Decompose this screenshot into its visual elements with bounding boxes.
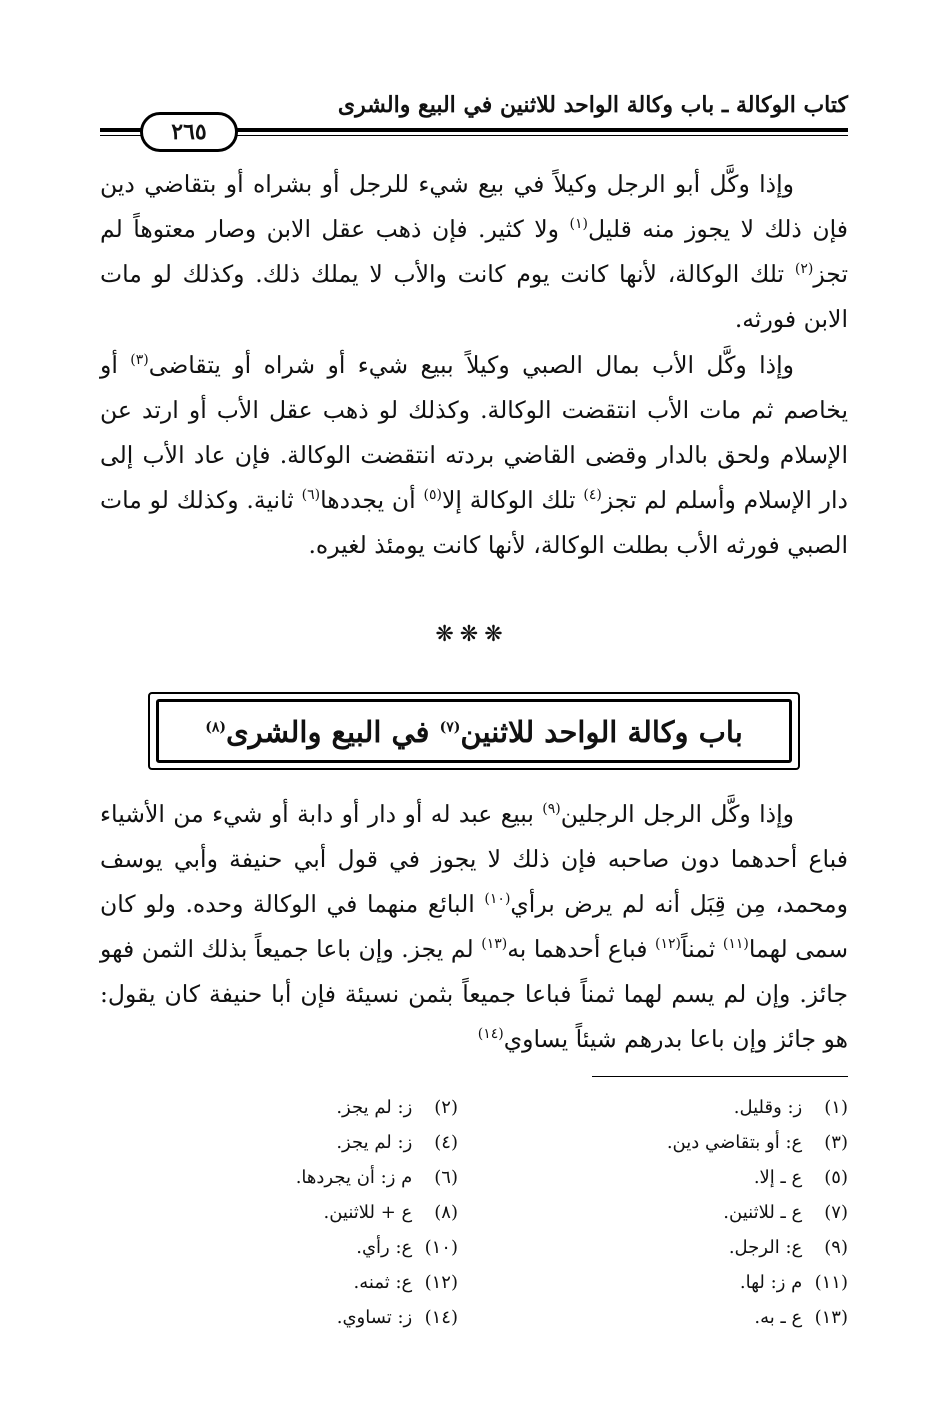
footnote-ref-13[interactable]: (١٣) (481, 936, 508, 953)
paragraph-1 (100, 162, 848, 342)
footnote-number: (٦) (434, 1167, 458, 1188)
footnote-text: ع + للاثنين. (323, 1202, 413, 1223)
footnote-number: (١٢) (424, 1272, 458, 1293)
text-run: وإذا وكَّل الأب بمال الصبي وكيلاً ببيع شيء أو شراه أو يتقاضى (148, 351, 794, 379)
text-run: فباع أحدهما به (507, 935, 655, 963)
footnote (238, 1125, 458, 1160)
footnote (238, 1195, 458, 1230)
footnote-ref-7[interactable]: (٧) (439, 719, 461, 736)
footnotes-column-right (588, 1090, 848, 1335)
footnote-text: ع: رأي. (356, 1237, 413, 1258)
text-run: أن يجددها (320, 486, 424, 514)
footnote-number: (١١) (814, 1272, 848, 1293)
footnote-number: (١٣) (814, 1307, 848, 1328)
footnote (238, 1230, 458, 1265)
running-head: كتاب الوكالة ـ باب وكالة الواحد للاثنين في البيع والشرى (337, 92, 848, 118)
text-run: البائع منهما في الوكالة وحده. ولو كان سمى لهما (100, 890, 849, 963)
footnote-number: (٩) (824, 1237, 848, 1258)
chapter-title-frame (148, 692, 800, 770)
footnote (588, 1090, 848, 1125)
footnote-number: (١٤) (424, 1307, 458, 1328)
footnote-text: م ز: لها. (739, 1272, 803, 1293)
footnote (588, 1195, 848, 1230)
footnote-ref-12[interactable]: (١٢) (654, 936, 681, 953)
paragraph-3 (100, 792, 848, 1062)
text-run: لم يجز. وإن باعا جميعاً بذلك الثمن فهو جائز. وإن لم يسم لهما ثمناً فباعا جميعاً بثمن نسيئة فإن أبا حنيفة كان يقول: هو جائز وإن باعا بدرهم شيئاً يساوي (100, 935, 848, 1053)
page-header (100, 88, 848, 144)
text-run: ولا كثير. فإن ذهب عقل الابن وصار معتوهاً لم تجز (100, 215, 848, 288)
footnote (588, 1265, 848, 1300)
text-run: تلك الوكالة إلا (441, 486, 584, 514)
text-run: وإذا وكَّل الرجل الرجلين (560, 800, 794, 828)
footnote (238, 1300, 458, 1335)
footnote (588, 1300, 848, 1335)
footnote (238, 1090, 458, 1125)
text-run: وإذا وكَّل أبو الرجل وكيلاً في بيع شيء للرجل أو بشراه أو بتقاضي دين فإن ذلك لا يجوز منه قليل (100, 170, 848, 243)
footnote-text: ع: أو بتقاضي دين. (666, 1132, 803, 1153)
footnote-number: (٨) (434, 1202, 458, 1223)
footnote (588, 1230, 848, 1265)
text-run: تلك الوكالة، لأنها كانت يوم كانت والأب لا يملك ذلك. وكذلك لو مات الابن فورثه. (100, 260, 848, 333)
footnote-ref-3[interactable]: (٣) (130, 352, 149, 369)
chapter-title (156, 699, 792, 763)
footnote-text: ع ـ للاثنين. (723, 1202, 803, 1223)
footnote-number: (١) (824, 1097, 848, 1118)
footnote (588, 1125, 848, 1160)
footnote-number: (١٠) (424, 1237, 458, 1258)
footnote (238, 1265, 458, 1300)
footnote-ref-2[interactable]: (٢) (794, 261, 814, 278)
footnote (588, 1160, 848, 1195)
footnote-number: (٤) (434, 1132, 458, 1153)
text-run: أو يخاصم ثم مات الأب انتقضت الوكالة. وكذلك لو ذهب عقل الأب أو ارتد عن الإسلام ولحق بالدار وقضى القاضي بردته انتقضت الوكالة. فإن عاد الأب إلى دار الإسلام وأسلم لم تجز (100, 351, 848, 514)
title-text: في البيع والشرى (225, 715, 440, 749)
title-text: باب وكالة الواحد للاثنين (460, 715, 743, 749)
footnote-text: ع ـ إلا. (753, 1167, 803, 1188)
footnote-text: ز: لم يجز. (336, 1132, 413, 1153)
footnote-ref-8[interactable]: (٨) (205, 719, 226, 736)
footnote-ref-11[interactable]: (١١) (722, 936, 749, 953)
footnote-ref-6[interactable]: (٦) (301, 487, 321, 504)
footnote-ref-9[interactable]: (٩) (542, 801, 561, 818)
footnotes-column-left (238, 1090, 458, 1335)
text-run: ثمناً (680, 935, 723, 963)
page-number: ٢٦٥ (140, 112, 238, 152)
footnote-ref-10[interactable]: (١٠) (484, 891, 511, 908)
footnote-ref-1[interactable]: (١) (569, 216, 588, 233)
footnote-text: ز: لم يجز. (336, 1097, 413, 1118)
footnote-ref-5[interactable]: (٥) (423, 487, 442, 504)
text-run: ثانية. وكذلك لو مات الصبي فورثه الأب بطلت الوكالة، لأنها كانت يومئذ لغيره. (100, 486, 848, 559)
footnote-ref-4[interactable]: (٤) (583, 487, 602, 504)
paragraph-2 (100, 343, 848, 568)
footnote-text: ز: تساوي. (336, 1307, 413, 1328)
text-run: ببيع عبد له أو دار أو دابة أو شيء من الأشياء فباع أحدهما دون صاحبه فإن ذلك لا يجوز في قول أبي حنيفة وأبي يوسف ومحمد، مِن قِبَل أنه لم يرض برأي (100, 800, 848, 918)
footnote-number: (٣) (824, 1132, 848, 1153)
footnote-text: ع ـ به. (754, 1307, 803, 1328)
footnote-text: ز: وقليل. (733, 1097, 803, 1118)
footnote-text: م ز: أن يجردها. (295, 1167, 413, 1188)
footnote-number: (٧) (824, 1202, 848, 1223)
footnote-text: ع: ثمنه. (353, 1272, 413, 1293)
footnote-ref-14[interactable]: (١٤) (477, 1026, 504, 1043)
footnote-separator-rule (592, 1076, 848, 1077)
footnote (238, 1160, 458, 1195)
section-separator-ornament: ❋❋❋ (435, 622, 509, 647)
footnote-number: (٥) (824, 1167, 848, 1188)
footnote-text: ع: الرجل. (728, 1237, 803, 1258)
footnote-number: (٢) (434, 1097, 458, 1118)
